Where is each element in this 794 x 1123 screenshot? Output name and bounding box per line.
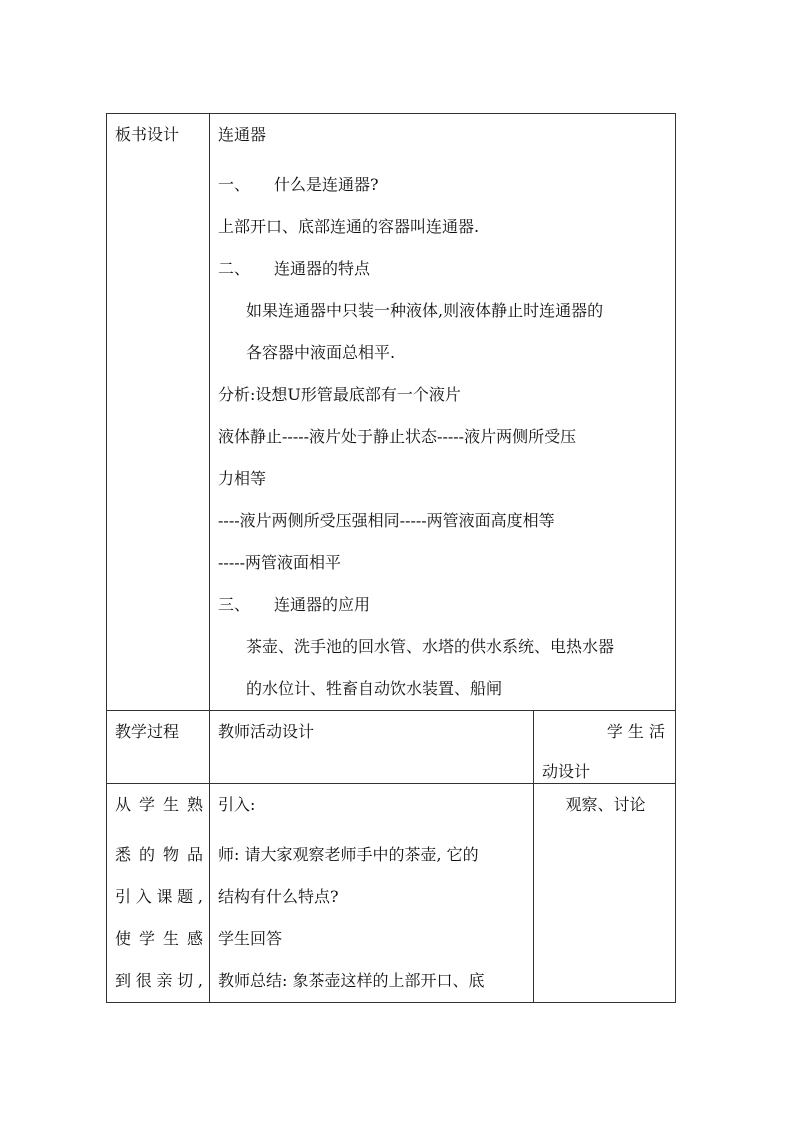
teacher-content-cell — [210, 784, 534, 1003]
reasoning-line-3: ----液片两侧所受压强相同-----两管液面高度相等 — [218, 511, 555, 530]
section-3-number: 三、 — [218, 595, 251, 614]
teacher-line-3: 结构有什么特点? — [218, 887, 339, 906]
teacher-line-2: 师: 请大家观察老师手中的茶壶, 它的 — [218, 845, 479, 864]
lesson-plan-table — [106, 113, 676, 1003]
definition-line: 上部开口、底部连通的容器叫连通器. — [218, 217, 480, 236]
application-line-2: 的水位计、牲畜自动饮水装置、船闸 — [246, 679, 503, 698]
student-header-line-2: 动设计 — [542, 762, 591, 781]
board-design-row — [107, 114, 676, 711]
process-content-cell — [107, 784, 210, 1003]
student-header-line-1: 学 生 活 — [606, 722, 666, 741]
process-line-2: 悉的物品 — [115, 845, 203, 864]
section-2-heading: 二、 连通器的特点 — [218, 248, 669, 290]
feature-line-1: 如果连通器中只装一种液体,则液体静止时连通器的 — [246, 301, 604, 320]
process-line-3: 引入课题, — [115, 887, 203, 906]
analysis-line: 分析:设想U形管最底部有一个液片 — [218, 385, 461, 404]
student-header-cell — [534, 711, 676, 784]
process-line-1: 从学生熟 — [115, 795, 203, 814]
process-line-4: 使学生感 — [115, 929, 203, 948]
header-row — [107, 711, 676, 784]
process-line-5: 到很亲切, — [115, 971, 203, 990]
teacher-line-1: 引入: — [218, 795, 256, 814]
section-1-number: 一、 — [218, 175, 251, 194]
application-line-1: 茶壶、洗手池的回水管、水塔的供水系统、电热水器 — [246, 637, 615, 656]
feature-line-2: 各容器中液面总相平. — [246, 343, 396, 362]
board-design-content-cell — [210, 114, 676, 711]
reasoning-line-1: 液体静止-----液片处于静止状态-----液片两侧所受压 — [218, 427, 577, 446]
teacher-line-4: 学生回答 — [218, 929, 283, 948]
content-row — [107, 784, 676, 1003]
process-header: 教学过程 — [115, 722, 180, 741]
section-1-heading: 一、 什么是连通器? — [218, 164, 669, 206]
reasoning-line-2: 力相等 — [218, 469, 267, 488]
reasoning-line-4: -----两管液面相平 — [218, 553, 342, 572]
teacher-line-5: 教师总结: 象茶壶这样的上部开口、底 — [218, 971, 485, 990]
student-activity: 观察、讨论 — [565, 795, 646, 814]
student-content-cell — [534, 784, 676, 1003]
board-design-label: 板书设计 — [115, 125, 180, 144]
board-design-label-cell — [107, 114, 210, 711]
teacher-header: 教师活动设计 — [218, 722, 315, 741]
process-header-cell — [107, 711, 210, 784]
section-2-number: 二、 — [218, 259, 251, 278]
teacher-header-cell — [210, 711, 534, 784]
board-title: 连通器 — [218, 125, 267, 144]
section-3-heading: 三、 连通器的应用 — [218, 584, 669, 626]
